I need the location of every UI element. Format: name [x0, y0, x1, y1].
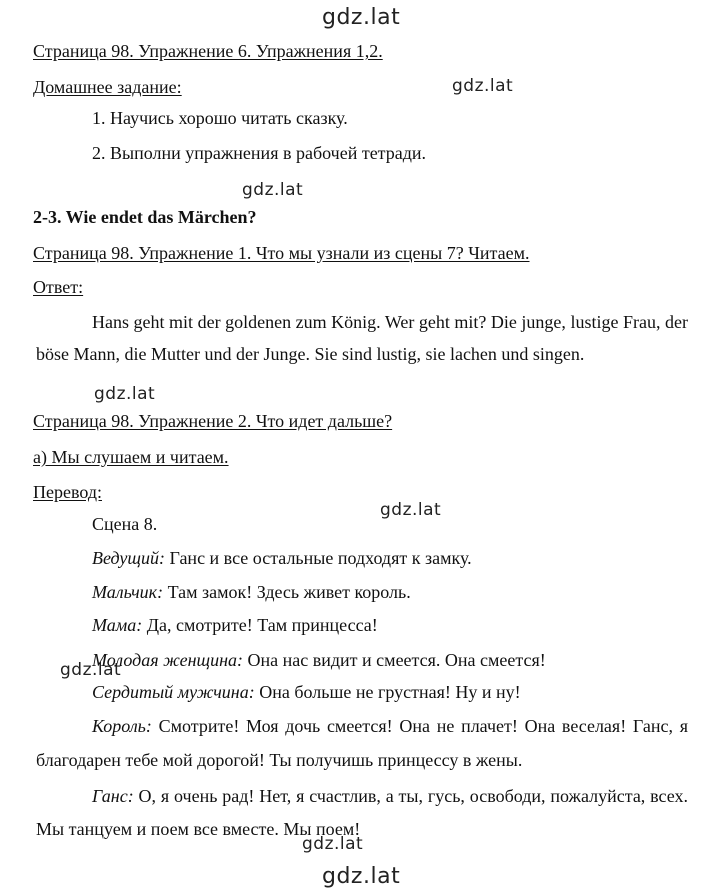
answer-label: Ответ:: [33, 277, 84, 297]
dialogue-text: Она нас видит и смеется. Она смеется!: [243, 650, 546, 670]
answer-text: Hans geht mit der goldenen zum König. Wer geht mit? Die junge, lustige Frau, der böse Mann, die Mutter und der Junge. Sie sind lustig, sie lachen und singen.: [36, 312, 688, 364]
section-heading: 2-3. Wie endet das Märchen?: [33, 207, 257, 227]
watermark: gdz.lat: [242, 180, 304, 200]
translation-label: Перевод:: [33, 482, 102, 502]
dialogue-text: Смотрите! Моя дочь смеется! Она не плачет! Она веселая! Ганс, я благодарен тебе мой дорогой! Ты получишь принцессу в жены.: [36, 716, 688, 770]
watermark: gdz.lat: [452, 76, 514, 96]
speaker: Молодая женщина:: [92, 650, 244, 670]
dialogue-text: Там замок! Здесь живет король.: [163, 582, 411, 602]
homework-item: 1. Научись хорошо читать сказку.: [92, 108, 348, 128]
dialogue-line: [92, 547, 472, 569]
speaker: Король:: [92, 716, 152, 736]
speaker: Сердитый мужчина:: [92, 682, 255, 702]
dialogue-text: Да, смотрите! Там принцесса!: [142, 615, 378, 635]
homework-item: 2. Выполни упражнения в рабочей тетради.: [92, 143, 427, 163]
speaker: Мама:: [92, 615, 143, 635]
dialogue-line: [92, 681, 521, 703]
dialogue-text: О, я очень рад! Нет, я счастлив, а ты, гусь, освободи, пожалуйста, всех. Мы танцуем и поем все вместе. Мы поем!: [36, 786, 688, 839]
dialogue-line: [36, 780, 688, 846]
watermark: gdz.lat: [322, 5, 401, 30]
dialogue-paragraph: [36, 780, 688, 846]
exercise-heading: Страница 98. Упражнение 1. Что мы узнали из сцены 7? Читаем.: [33, 243, 530, 263]
watermark: gdz.lat: [94, 384, 156, 404]
speaker: Мальчик:: [92, 582, 164, 602]
answer-paragraph: [36, 306, 688, 370]
exercise-heading: Страница 98. Упражнение 6. Упражнения 1,2.: [33, 41, 383, 61]
watermark: gdz.lat: [380, 500, 442, 520]
scene-title: Сцена 8.: [92, 514, 158, 534]
dialogue-line: [92, 614, 378, 636]
speaker: Ганс:: [92, 786, 134, 806]
dialogue-line: [92, 581, 411, 603]
dialogue-line: [92, 649, 546, 671]
watermark: gdz.lat: [322, 864, 401, 889]
dialogue-text: Она больше не грустная! Ну и ну!: [254, 682, 521, 702]
speaker: Ведущий:: [92, 548, 165, 568]
homework-label: Домашнее задание:: [33, 77, 182, 97]
dialogue-paragraph: [36, 709, 688, 777]
sub-heading: а) Мы слушаем и читаем.: [33, 447, 229, 467]
dialogue-line: [36, 709, 688, 777]
exercise-heading: Страница 98. Упражнение 2. Что идет дальше?: [33, 411, 393, 431]
dialogue-text: Ганс и все остальные подходят к замку.: [164, 548, 472, 568]
watermark: gdz.lat: [60, 660, 122, 680]
watermark: gdz.lat: [302, 834, 364, 854]
